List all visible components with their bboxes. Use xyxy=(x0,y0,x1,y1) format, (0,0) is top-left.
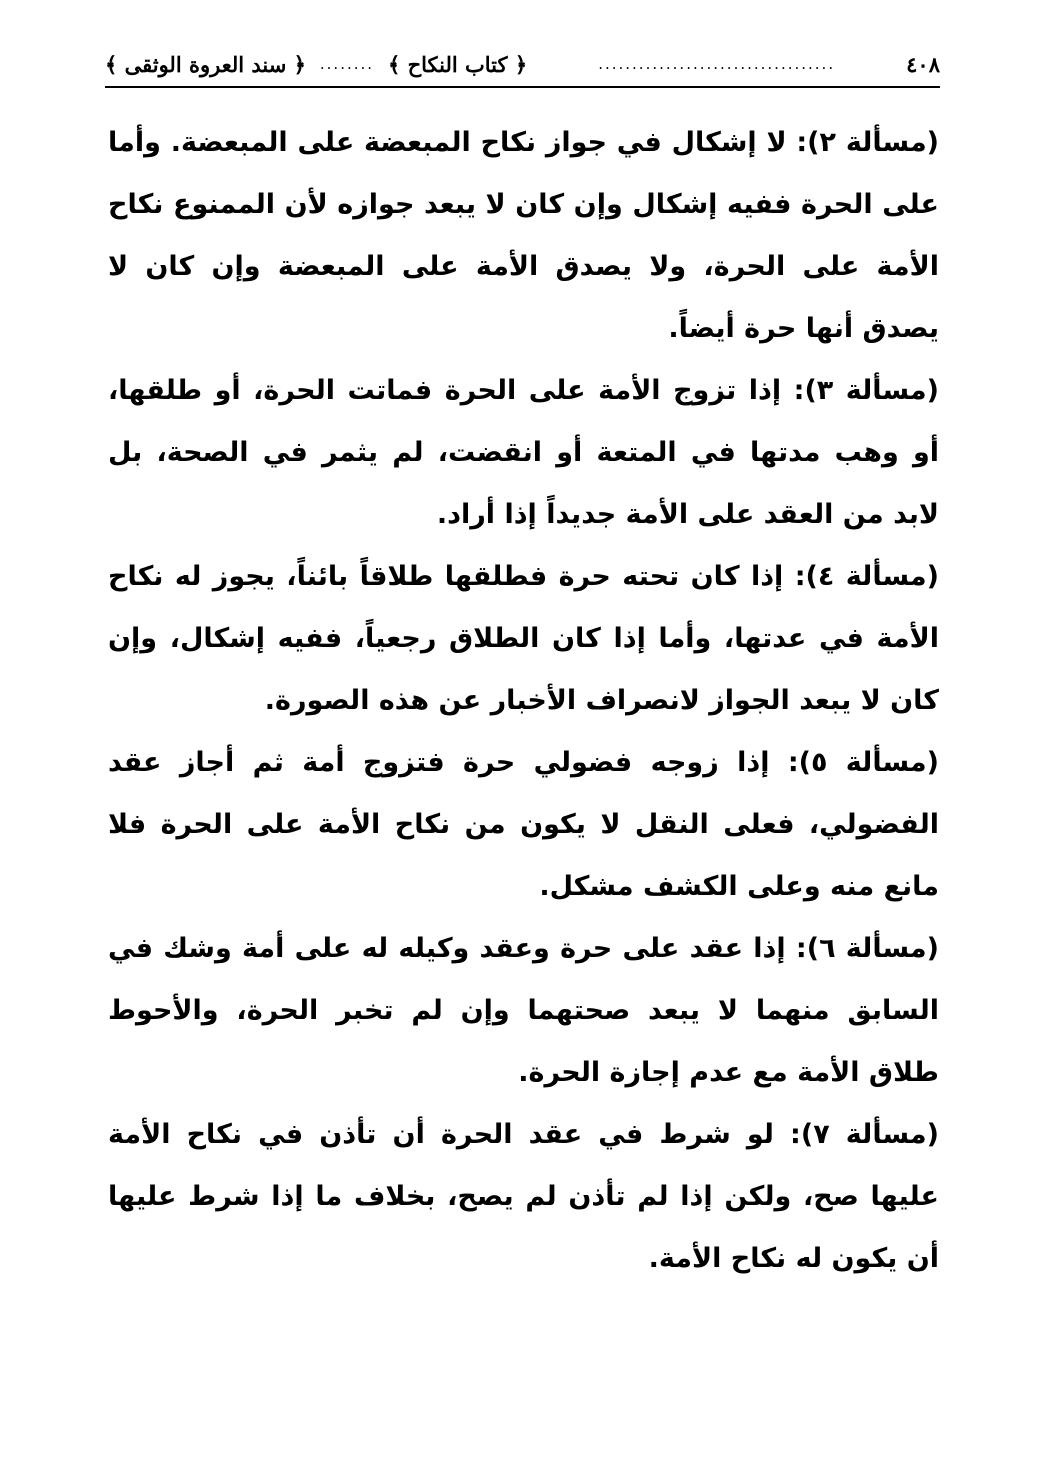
header-rule xyxy=(105,86,940,88)
section-title: ﴿ كتاب النكاح ﴾ xyxy=(387,51,528,77)
book-title: ﴿ سند العروة الوثقى ﴾ xyxy=(105,51,306,77)
paragraph-masala-2: (مسألة ٢): لا إشكال في جواز نكاح المبعضة على المبعضة. وأما على الحرة ففيه إشكال وإن كان لا يبعد جوازه لأن الممنوع نكاح الأمة على الحرة، ولا يصدق الأمة على المبعضة وإن كان لا يصدق أنها حرة أيضاً. xyxy=(108,127,939,344)
paragraph-masala-7: (مسألة ٧): لو شرط في عقد الحرة أن تأذن في نكاح الأمة عليها صح، ولكن إذا لم تأذن لم يصح، بخلاف ما إذا شرط عليها أن يكون له نكاح الأمة. xyxy=(108,1119,939,1274)
paragraph-masala-4: (مسألة ٤): إذا كان تحته حرة فطلقها طلاقاً بائناً، يجوز له نكاح الأمة في عدتها، وأما إذا كان الطلاق رجعياً، ففيه إشكال، وإن كان لا يبعد الجواز لانصراف الأخبار عن هذه الصورة. xyxy=(108,561,939,716)
main-text xyxy=(108,112,939,1290)
header-leader-dots-short: ........ xyxy=(319,55,375,73)
paragraph-masala-3: (مسألة ٣): إذا تزوج الأمة على الحرة فماتت الحرة، أو طلقها، أو وهب مدتها في المتعة أو انقضت، لم يثمر في الصحة، بل لابد من العقد على الأمة جديداً إذا أراد. xyxy=(108,375,939,530)
page-number: ٤٠٨ xyxy=(906,51,940,77)
running-header xyxy=(105,44,940,84)
paragraph-masala-5: (مسألة ٥): إذا زوجه فضولي حرة فتزوج أمة ثم أجاز عقد الفضولي، فعلى النقل لا يكون من نكاح الأمة على الحرة فلا مانع منه وعلى الكشف مشكل. xyxy=(108,747,939,902)
header-leader-dots: ................................... xyxy=(598,55,836,73)
paragraph-masala-6: (مسألة ٦): إذا عقد على حرة وعقد وكيله له على أمة وشك في السابق منهما لا يبعد صحتهما وإن لم تخبر الحرة، والأحوط طلاق الأمة مع عدم إجازة الحرة. xyxy=(108,933,939,1088)
